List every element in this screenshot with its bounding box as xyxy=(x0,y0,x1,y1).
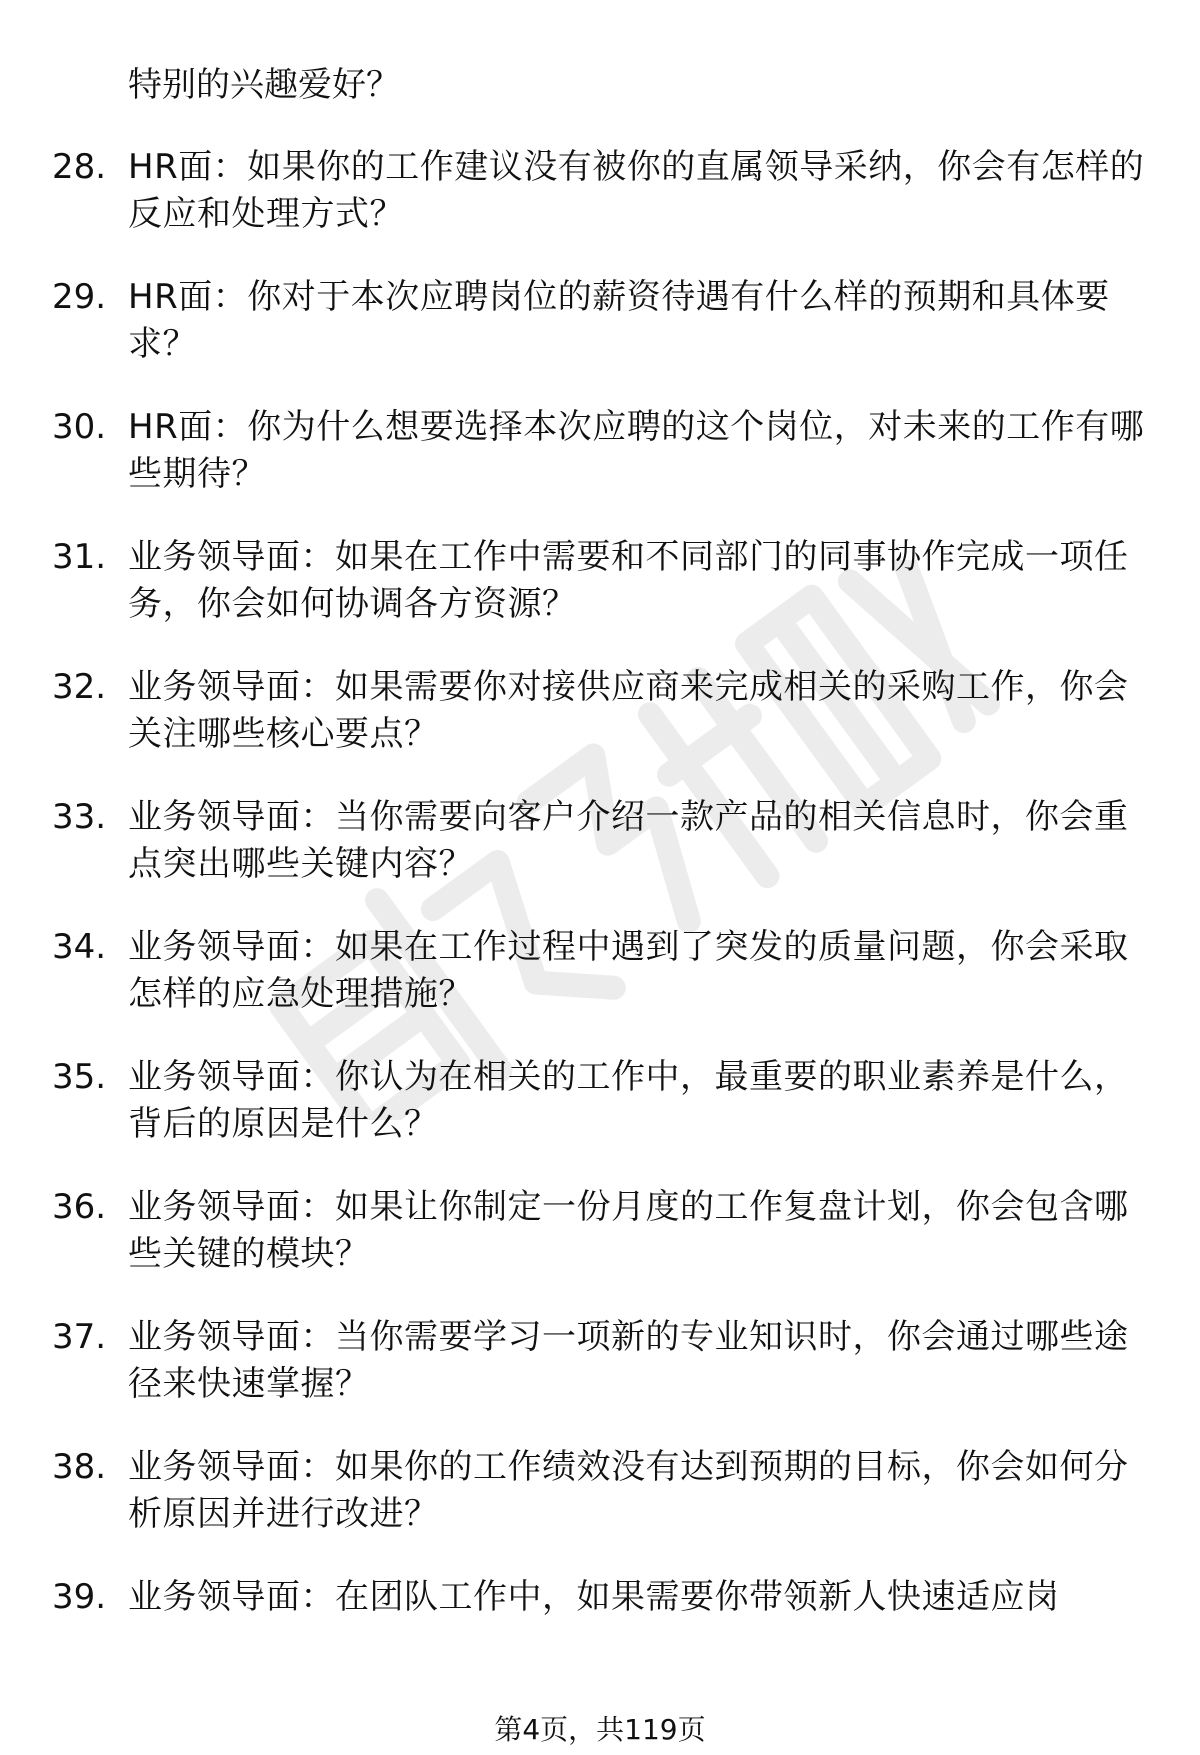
question-text: 业务领导面：如果让你制定一份月度的工作复盘计划，你会包含哪些关键的模块？ xyxy=(128,1187,1129,1274)
question-list xyxy=(52,144,1152,1654)
question-number: 32. xyxy=(52,667,107,707)
question-number: 37. xyxy=(52,1317,107,1357)
question-text: 业务领导面：如果在工作过程中遇到了突发的质量问题，你会采取怎样的应急处理措施？ xyxy=(128,927,1129,1014)
question-number: 28. xyxy=(52,147,107,187)
question-text: HR面：如果你的工作建议没有被你的直属领导采纳，你会有怎样的反应和处理方式？ xyxy=(128,147,1145,234)
question-number: 33. xyxy=(52,797,107,837)
question-text: HR面：你为什么想要选择本次应聘的这个岗位，对未来的工作有哪些期待？ xyxy=(128,407,1145,494)
question-text: 业务领导面：当你需要学习一项新的专业知识时，你会通过哪些途径来快速掌握？ xyxy=(128,1317,1129,1404)
question-text: 业务领导面：如果在工作中需要和不同部门的同事协作完成一项任务，你会如何协调各方资源？ xyxy=(128,537,1129,624)
question-item xyxy=(52,1054,1152,1184)
question-item xyxy=(52,534,1152,664)
question-text: 业务领导面：当你需要向客户介绍一款产品的相关信息时，你会重点突出哪些关键内容？ xyxy=(128,797,1129,884)
question-item xyxy=(52,274,1152,404)
question-item xyxy=(52,1314,1152,1444)
question-number: 29. xyxy=(52,277,107,317)
question-item xyxy=(52,144,1152,274)
question-item xyxy=(52,794,1152,924)
question-text: 业务领导面：如果你的工作绩效没有达到预期的目标，你会如何分析原因并进行改进？ xyxy=(128,1447,1129,1534)
question-text: HR面：你对于本次应聘岗位的薪资待遇有什么样的预期和具体要求？ xyxy=(128,277,1110,364)
question-number: 38. xyxy=(52,1447,107,1487)
question-number: 34. xyxy=(52,927,107,967)
question-number: 36. xyxy=(52,1187,107,1227)
question-number: 31. xyxy=(52,537,107,577)
page-footer: 第4页，共119页 xyxy=(494,1713,706,1746)
continued-question-text: 特别的兴趣爱好？ xyxy=(128,65,400,105)
question-text: 业务领导面：在团队工作中，如果需要你带领新人快速适应岗 xyxy=(128,1577,1060,1617)
question-number: 39. xyxy=(52,1577,107,1617)
question-text: 业务领导面：如果需要你对接供应商来完成相关的采购工作，你会关注哪些核心要点？ xyxy=(128,667,1129,754)
question-text: 业务领导面：你认为在相关的工作中，最重要的职业素养是什么，背后的原因是什么？ xyxy=(128,1057,1129,1144)
question-item xyxy=(52,404,1152,534)
question-item xyxy=(52,924,1152,1054)
question-number: 35. xyxy=(52,1057,107,1097)
question-item xyxy=(52,1574,1152,1654)
question-number: 30. xyxy=(52,407,107,447)
question-item xyxy=(52,1184,1152,1314)
question-item xyxy=(52,664,1152,794)
question-item xyxy=(52,1444,1152,1574)
